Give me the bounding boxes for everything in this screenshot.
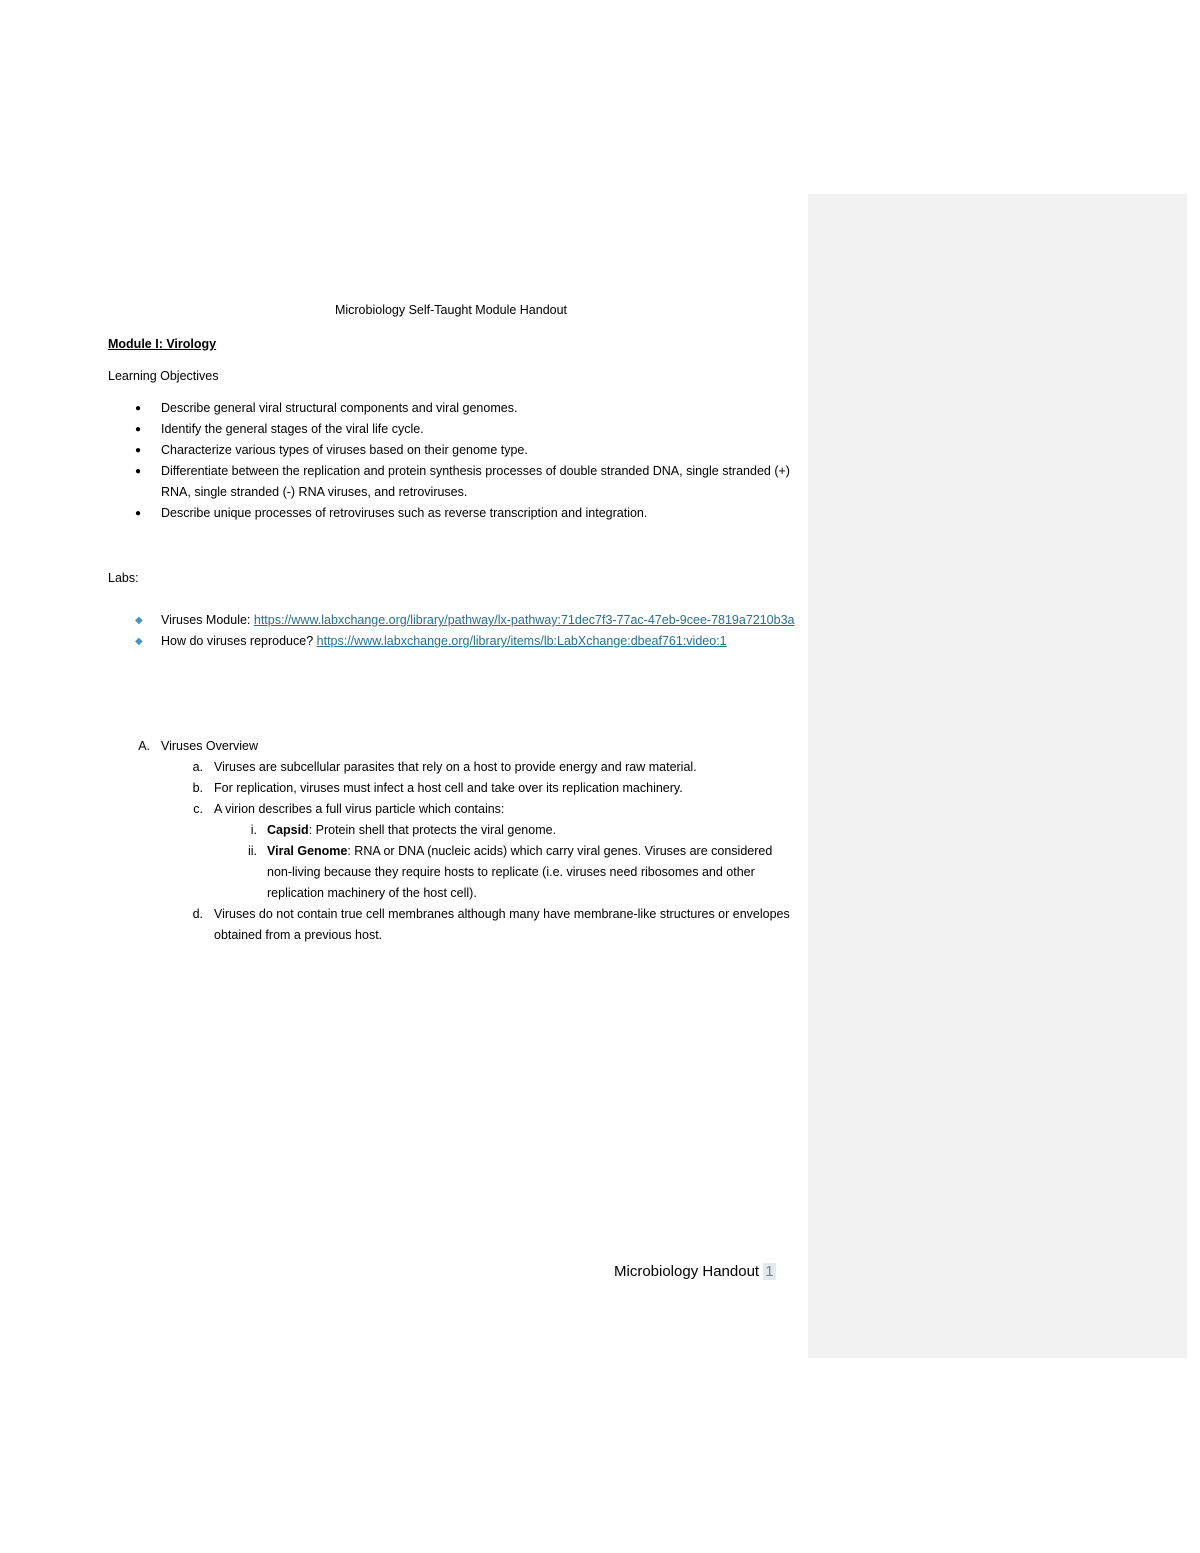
module-heading: Module I: Virology xyxy=(108,337,217,351)
term-viral-genome: Viral Genome xyxy=(267,844,348,858)
page-footer xyxy=(614,1261,776,1283)
labs-heading: Labs: xyxy=(108,571,139,585)
outline-item xyxy=(108,778,798,799)
objective-text: Differentiate between the replication and protein synthesis processes of double stranded DNA, single stranded (+) RNA, single stranded (-) RNA viruses, and retroviruses. xyxy=(161,464,790,499)
list-item xyxy=(108,398,798,419)
learning-objectives-heading: Learning Objectives xyxy=(108,369,219,383)
bullet-icon: ◆ xyxy=(135,615,143,626)
overview-heading: Viruses Overview xyxy=(161,739,259,753)
viruses-module-link[interactable]: https://www.labxchange.org/library/pathway/lx-pathway:71dec7f3-77ac-47eb-9cee-7819a7210b3a xyxy=(253,613,795,627)
virus-reproduce-video-link[interactable]: https://www.labxchange.org/library/items/lb:LabXchange:dbeaf761:video:1 xyxy=(316,634,727,648)
list-item xyxy=(108,610,798,631)
document-title: Microbiology Self-Taught Module Handout xyxy=(334,303,568,317)
comment-pane xyxy=(808,194,1187,1358)
outline-marker: ii. xyxy=(247,844,257,858)
outline-marker: A. xyxy=(138,739,150,753)
list-item xyxy=(108,419,798,440)
outline-marker: b. xyxy=(192,781,203,795)
outline-item xyxy=(108,799,798,820)
outline-marker: c. xyxy=(193,802,203,816)
objective-text: Describe general viral structural components and viral genomes. xyxy=(161,401,518,415)
outline-subitem xyxy=(108,841,798,904)
outline-text: For replication, viruses must infect a host cell and take over its replication machinery. xyxy=(214,781,683,795)
outline-subitem xyxy=(108,820,798,841)
outline-marker: a. xyxy=(192,760,203,774)
lab-label: Viruses Module: xyxy=(161,613,254,627)
outline-text: A virion describes a full virus particle which contains: xyxy=(214,802,505,816)
page-number: 1 xyxy=(765,1263,774,1280)
bullet-icon: ● xyxy=(135,466,142,477)
outline-text: : RNA or DNA (nucleic acids) which carry viral genes. Viruses are considered non-living because they require hosts to replicate (i.e. viruses need ribosomes and other replication machinery of the host cell). xyxy=(267,844,773,900)
list-item xyxy=(108,631,798,652)
outline-marker: i. xyxy=(250,823,257,837)
list-item xyxy=(108,503,798,524)
bullet-icon: ● xyxy=(135,424,142,435)
bullet-icon: ● xyxy=(135,445,142,456)
outline-item xyxy=(108,904,798,946)
footer-label: Microbiology Handout xyxy=(614,1263,764,1280)
labs-list xyxy=(108,610,798,652)
viruses-overview-section xyxy=(108,736,798,946)
outline-text: Viruses do not contain true cell membranes although many have membrane-like structures or envelopes obtained from a previous host. xyxy=(214,907,790,942)
outline-item xyxy=(108,757,798,778)
list-item xyxy=(108,440,798,461)
objective-text: Characterize various types of viruses based on their genome type. xyxy=(161,443,528,457)
outline-text: : Protein shell that protects the viral genome. xyxy=(308,823,557,837)
outline-text: Viruses are subcellular parasites that rely on a host to provide energy and raw material. xyxy=(214,760,697,774)
objective-text: Identify the general stages of the viral life cycle. xyxy=(161,422,424,436)
objective-text: Describe unique processes of retroviruses such as reverse transcription and integration. xyxy=(161,506,648,520)
bullet-icon: ◆ xyxy=(135,636,143,647)
lab-label: How do viruses reproduce? xyxy=(161,634,317,648)
learning-objectives-list xyxy=(108,398,798,524)
term-capsid: Capsid xyxy=(267,823,309,837)
bullet-icon: ● xyxy=(135,403,142,414)
bullet-icon: ● xyxy=(135,508,142,519)
outline-marker: d. xyxy=(192,907,203,921)
list-item xyxy=(108,461,798,503)
outline-heading xyxy=(108,736,798,757)
